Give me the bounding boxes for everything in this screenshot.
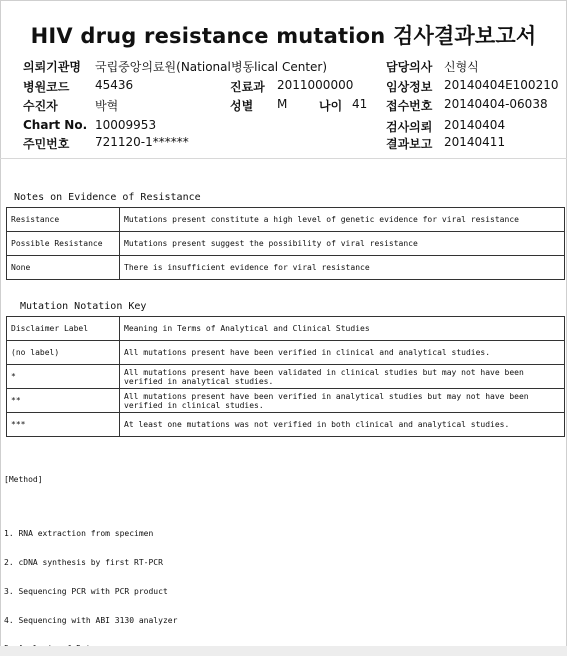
header-divider — [0, 158, 567, 159]
table-row — [7, 341, 565, 365]
notation-desc-cell: Meaning in Terms of Analytical and Clinical Studies — [120, 317, 565, 341]
patient-label: 수진자 — [23, 99, 58, 113]
hospital-code-label: 병원코드 — [23, 80, 70, 94]
age-value: 41 — [352, 97, 368, 111]
report-title: HIV drug resistance mutation 검사결과보고서 — [30, 24, 537, 48]
chart-no-value: 10009953 — [95, 118, 157, 132]
method-section — [4, 456, 177, 663]
hospital-code-value: 45436 — [95, 78, 134, 92]
method-step: 4. Sequencing with ABI 3130 analyzer — [4, 615, 178, 625]
resident-no-label: 주민번호 — [23, 137, 70, 151]
overlap-fragment: 병동lical Center) — [231, 60, 328, 74]
method-step: 1. RNA extraction from specimen — [4, 529, 154, 539]
doctor-value: 신형식 — [444, 60, 479, 74]
table-row — [7, 208, 565, 232]
request-value: 20140404 — [444, 118, 506, 132]
sex-label: 성별 — [230, 99, 254, 113]
sex-value: M — [277, 97, 288, 111]
notation-title: Mutation Notation Key — [20, 301, 147, 312]
table-row — [7, 317, 565, 341]
table-row — [7, 232, 565, 256]
notation-desc-cell: All mutations present have been verified in clinical and analytical studies. — [120, 341, 565, 365]
resident-no-value: 721120-1****** — [95, 135, 189, 149]
notation-label-cell: (no label) — [7, 341, 120, 365]
table-row — [7, 365, 565, 389]
method-step: 2. cDNA synthesis by first RT-PCR — [4, 557, 163, 567]
evidence-desc-cell: Mutations present suggest the possibility of viral resistance — [120, 232, 565, 256]
evidence-title: Notes on Evidence of Resistance — [14, 192, 201, 203]
notation-label-cell: Disclaimer Label — [7, 317, 120, 341]
bottom-bar — [0, 646, 567, 656]
department-label: 진료과 — [230, 80, 265, 94]
report-date-value: 20140411 — [444, 135, 506, 149]
age-label: 나이 — [319, 99, 343, 113]
table-row — [7, 256, 565, 280]
report-date-label: 결과보고 — [386, 137, 433, 151]
receipt-no-label: 접수번호 — [386, 99, 433, 113]
doctor-label: 담당의사 — [386, 60, 433, 74]
evidence-label-cell: Possible Resistance — [7, 232, 120, 256]
notation-label-cell: *** — [7, 413, 120, 437]
evidence-label-cell: None — [7, 256, 120, 280]
evidence-table — [6, 207, 565, 280]
notation-desc-cell: At least one mutations was not verified in both clinical and analytical studies. — [120, 413, 565, 437]
department-value: 2011000000 — [277, 78, 354, 92]
evidence-label-cell: Resistance — [7, 208, 120, 232]
clinical-info-label: 임상정보 — [386, 80, 433, 94]
patient-value: 박혁 — [95, 99, 119, 113]
notation-label-cell: * — [7, 365, 120, 389]
table-row — [7, 389, 565, 413]
method-heading: [Method] — [4, 475, 43, 485]
method-step: 3. Sequencing PCR with PCR product — [4, 586, 168, 596]
evidence-desc-cell: There is insufficient evidence for viral resistance — [120, 256, 565, 280]
notation-label-cell: ** — [7, 389, 120, 413]
evidence-desc-cell: Mutations present constitute a high level of genetic evidence for viral resistance — [120, 208, 565, 232]
clinical-info-value: 20140404E100210 — [444, 78, 559, 92]
notation-table — [6, 316, 565, 437]
request-label: 검사의뢰 — [386, 120, 433, 134]
notation-desc-cell: All mutations present have been validated in clinical studies but may not have been verified in analytical studies. — [120, 365, 565, 389]
receipt-no-value: 20140404-06038 — [444, 97, 548, 111]
table-row — [7, 413, 565, 437]
notation-desc-cell: All mutations present have been verified in analytical studies but may not have been verified in clinical studies. — [120, 389, 565, 413]
institution-value: 국립중앙의료원(National — [95, 60, 231, 74]
chart-no-label: Chart No. — [23, 118, 88, 132]
institution-label: 의뢰기관명 — [23, 60, 81, 74]
